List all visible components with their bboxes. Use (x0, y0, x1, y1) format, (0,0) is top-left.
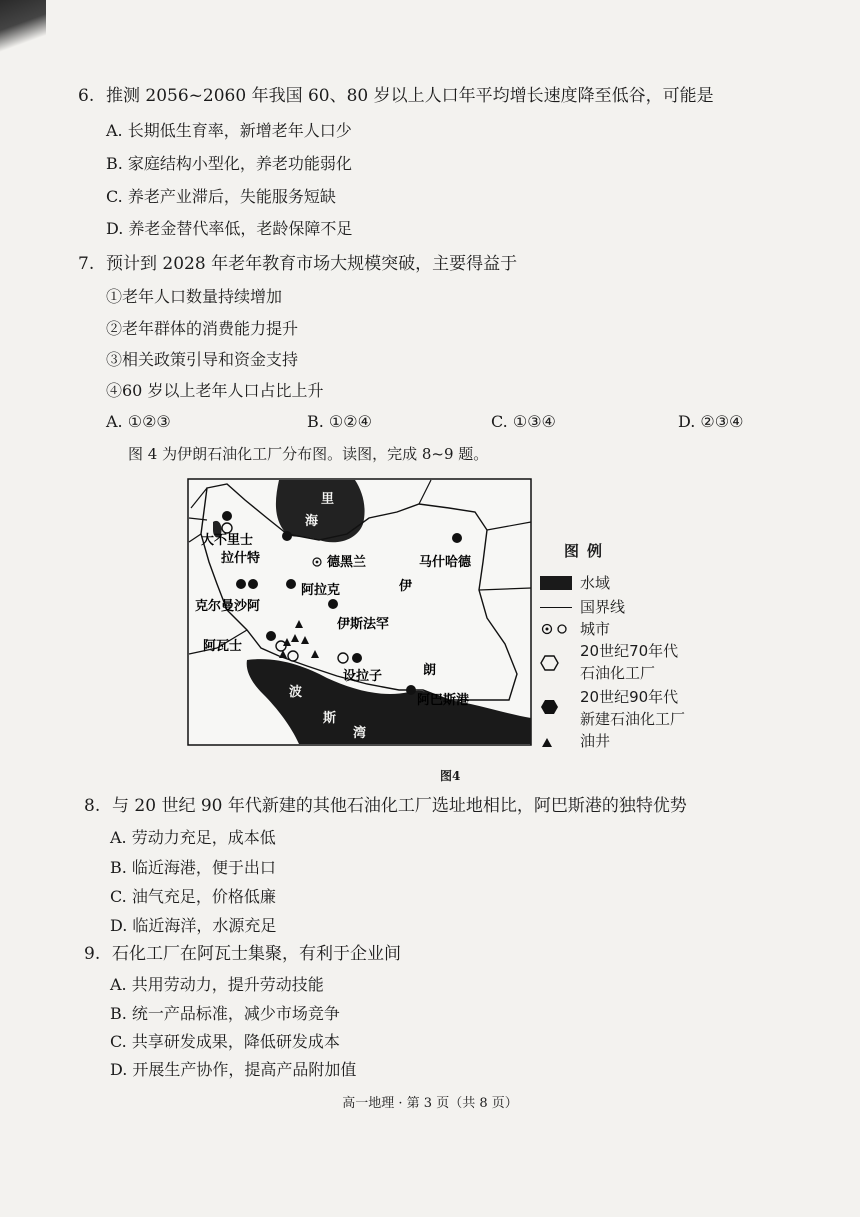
city-icon (540, 622, 572, 640)
map-legend: 图例 水域 国界线 城市 20世纪70年代 石油化工厂 20世纪90年代 新建石油化工厂 油井 (540, 540, 740, 561)
country-label-1: 伊 (399, 579, 413, 594)
question-number: 8. (84, 796, 101, 816)
gulf-label-1: 波 (289, 685, 303, 700)
q8-option-b: B. 临近海港，便于出口 (110, 858, 276, 877)
plant-90s (352, 653, 362, 663)
q7-option-c: C. ①③④ (491, 412, 556, 431)
plant-90s (236, 579, 246, 589)
q7-option-a: A. ①②③ (106, 412, 171, 431)
q7-item-2: ②老年群体的消费能力提升 (106, 319, 299, 338)
question-text: 推测 2056~2060 年我国 60、80 岁以上人口年平均增长速度降至低谷，可能是 (106, 86, 714, 106)
q6-option-b: B. 家庭结构小型化，养老功能弱化 (106, 154, 352, 173)
scan-shadow (0, 0, 46, 70)
q7-option-b: B. ①②④ (307, 412, 372, 431)
q8-option-c: C. 油气充足，价格低廉 (110, 887, 276, 906)
q7-item-1: ①老年人口数量持续增加 (106, 287, 283, 306)
city-kermanshah: 克尔曼沙阿 (195, 599, 261, 614)
q9-option-d: D. 开展生产协作，提高产品附加值 (110, 1060, 357, 1079)
plant-90s (286, 579, 296, 589)
question-number: 6. (78, 86, 95, 106)
figure-intro: 图 4 为伊朗石油化工厂分布图。读图，完成 8~9 题。 (128, 445, 489, 463)
city-isfahan: 伊斯法罕 (337, 617, 390, 632)
question-number: 9. (84, 944, 101, 964)
city-tehran: 德黑兰 (327, 555, 367, 570)
city-arak: 阿拉克 (301, 583, 341, 598)
q9-option-a: A. 共用劳动力，提升劳动技能 (110, 975, 324, 994)
city-shiraz: 设拉子 (343, 669, 383, 684)
triangle-icon (540, 735, 554, 753)
plant-90s (248, 579, 258, 589)
q8-option-a: A. 劳动力充足，成本低 (110, 828, 276, 847)
city-tabriz: 大不里士 (201, 533, 254, 548)
country-label-2: 朗 (423, 663, 437, 678)
question-9-stem (84, 943, 401, 965)
plant-70s (222, 523, 232, 533)
plant-90s (406, 685, 416, 695)
city-rasht: 拉什特 (221, 551, 261, 566)
plant-90s (328, 599, 338, 609)
question-number: 7. (78, 254, 95, 274)
iran-petrochemical-map (187, 478, 532, 746)
caspian-label-2: 海 (305, 514, 319, 529)
plant-70s (288, 651, 298, 661)
filled-hexagon-icon (540, 698, 560, 720)
question-8-stem (84, 795, 687, 817)
q7-item-4: ④60 岁以上老年人口占比上升 (106, 381, 324, 400)
plant-90s (222, 511, 232, 521)
question-6-stem (78, 85, 714, 107)
page-footer: 高一地理 · 第 3 页（共 8 页） (342, 1096, 518, 1111)
figure-caption: 图4 (440, 769, 461, 783)
plant-90s (452, 533, 462, 543)
caspian-label-1: 里 (321, 492, 335, 507)
question-text: 与 20 世纪 90 年代新建的其他石油化工厂选址地相比，阿巴斯港的独特优势 (112, 796, 687, 816)
gulf-label-2: 斯 (323, 711, 337, 726)
plant-70s (338, 653, 348, 663)
question-text: 石化工厂在阿瓦士集聚，有利于企业间 (112, 944, 401, 964)
plant-90s (282, 531, 292, 541)
plant-90s (266, 631, 276, 641)
q6-option-a: A. 长期低生育率，新增老年人口少 (106, 121, 352, 140)
water-swatch (540, 576, 572, 590)
q9-option-b: B. 统一产品标准，减少市场竞争 (110, 1004, 340, 1023)
q9-option-c: C. 共享研发成果，降低研发成本 (110, 1032, 340, 1051)
question-7-stem (78, 253, 517, 275)
legend-title: 图例 (564, 542, 611, 560)
city-ahvaz: 阿瓦士 (203, 639, 243, 654)
question-text: 预计到 2028 年老年教育市场大规模突破，主要得益于 (106, 254, 518, 274)
q6-option-d: D. 养老金替代率低，老龄保障不足 (106, 219, 353, 238)
q8-option-d: D. 临近海洋，水源充足 (110, 916, 277, 935)
gulf-label-3: 湾 (353, 726, 367, 741)
q7-option-d: D. ②③④ (678, 412, 744, 431)
q6-option-c: C. 养老产业滞后，失能服务短缺 (106, 187, 336, 206)
city-mashhad: 马什哈德 (419, 555, 472, 570)
border-swatch (540, 607, 572, 608)
q7-item-3: ③相关政策引导和资金支持 (106, 350, 299, 369)
city-bandar-abbas: 阿巴斯港 (417, 693, 470, 708)
hollow-hexagon-icon (540, 654, 560, 676)
